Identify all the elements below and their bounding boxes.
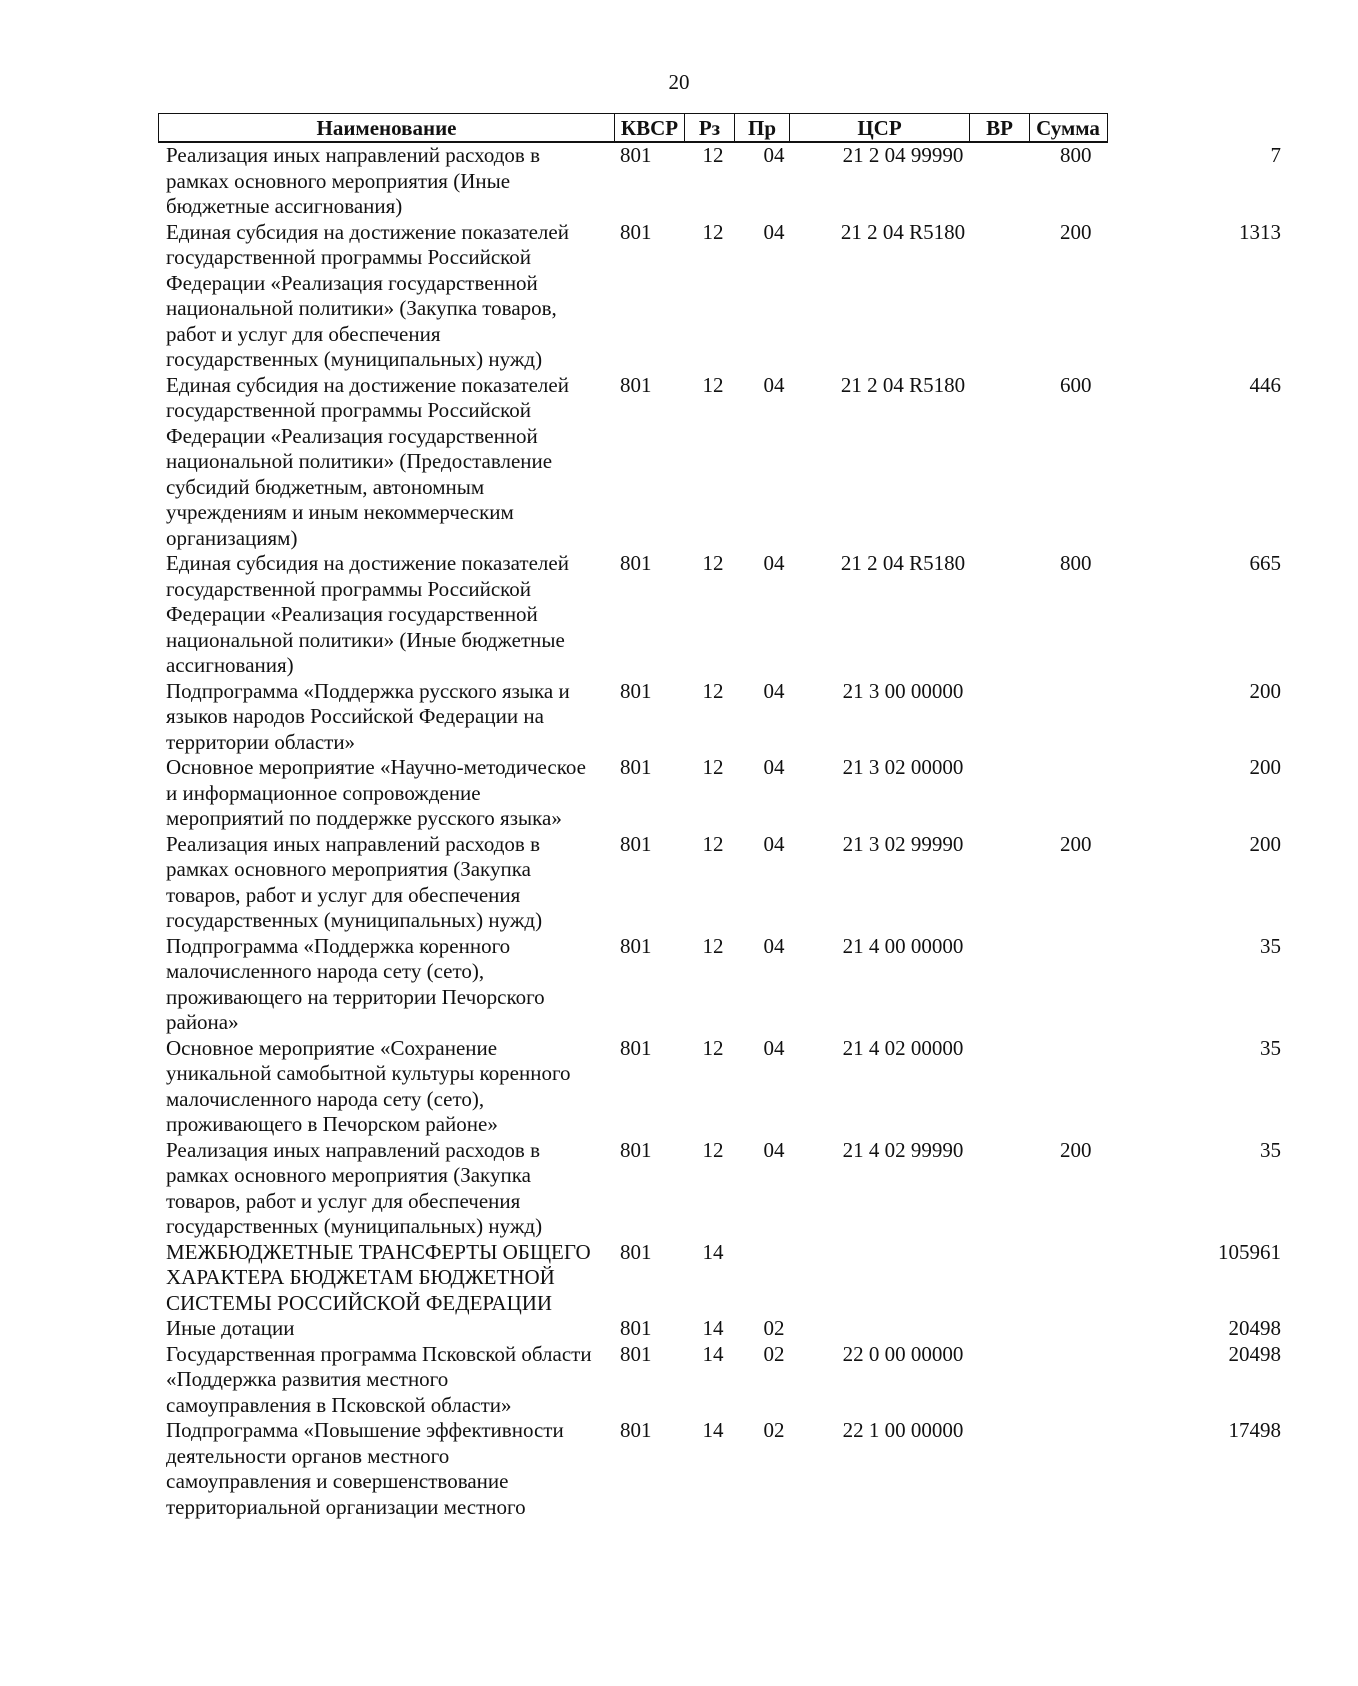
cell-csr: 21 2 04 99990 [842, 143, 964, 167]
cell-name: Реализация иных направлений расходов в рамках основного мероприятия (Иные бюджетные ассигнования) [166, 143, 541, 218]
header-csr: ЦСР [789, 114, 969, 142]
cell-pr: 04 [763, 755, 785, 779]
table-row [158, 1239, 1281, 1317]
table-row [158, 755, 1281, 832]
cell-kvsr: 801 [620, 219, 652, 244]
cell-vr: 800 [1060, 551, 1092, 575]
cell-pr: 04 [763, 219, 785, 244]
table-row [158, 831, 1281, 934]
cell-sum: 1313 [1239, 219, 1281, 244]
table-row [158, 1035, 1281, 1138]
cell-kvsr: 801 [620, 1316, 652, 1340]
table-header [158, 113, 1108, 143]
table-row [158, 933, 1281, 1036]
cell-name: Единая субсидия на достижение показателей государственной программы Российской Федерации «Реализация государственной национальной политики» (Иные бюджетные ассигнования) [166, 551, 569, 677]
table-row [158, 1137, 1281, 1240]
cell-pr: 04 [763, 933, 785, 958]
cell-kvsr: 801 [620, 831, 652, 856]
cell-rz: 12 [702, 372, 724, 397]
table-row [158, 1316, 1281, 1342]
cell-rz: 14 [702, 1418, 724, 1442]
cell-pr: 04 [763, 831, 785, 856]
cell-name: Подпрограмма «Повышение эффективности деятельности органов местного самоуправления и совершенствование территориальной организации местного [166, 1418, 564, 1519]
cell-csr: 21 4 02 00000 [842, 1035, 964, 1060]
cell-name: Подпрограмма «Поддержка русского языка и языков народов Российской Федерации на территории области» [166, 678, 570, 754]
cell-pr: 02 [763, 1316, 785, 1340]
cell-kvsr: 801 [620, 143, 652, 167]
cell-kvsr: 801 [620, 933, 652, 958]
cell-csr: 21 4 00 00000 [842, 933, 964, 958]
cell-pr: 04 [763, 143, 785, 167]
cell-csr: 21 3 02 00000 [842, 755, 964, 779]
budget-table [158, 113, 1281, 1520]
table-row [158, 1341, 1281, 1419]
cell-pr: 04 [763, 551, 785, 575]
cell-sum: 35 [1260, 1035, 1281, 1060]
table-row [158, 143, 1281, 220]
cell-csr: 22 0 00 00000 [842, 1341, 964, 1366]
cell-csr: 21 2 04 R5180 [840, 219, 966, 244]
header-kvsr: КВСР [614, 114, 684, 142]
cell-pr: 02 [763, 1418, 785, 1442]
cell-name: Единая субсидия на достижение показателей государственной программы Российской Федерации «Реализация государственной национальной политики» (Предоставление субсидий бюджетным, автономным учреждениям и иным некоммерческим организациям) [166, 372, 569, 550]
cell-kvsr: 801 [620, 372, 652, 397]
cell-name: Основное мероприятие «Научно-методическое и информационное сопровождение мероприятий по поддержке русского языка» [166, 755, 586, 830]
cell-pr: 04 [763, 678, 785, 703]
table-row [158, 678, 1281, 756]
cell-vr: 600 [1060, 372, 1092, 397]
cell-pr: 04 [763, 1137, 785, 1162]
cell-sum: 20498 [1228, 1316, 1281, 1340]
cell-sum: 200 [1249, 678, 1281, 703]
cell-rz: 12 [702, 678, 724, 703]
cell-csr: 22 1 00 00000 [842, 1418, 964, 1442]
cell-vr: 200 [1060, 219, 1092, 244]
header-pr: Пр [734, 114, 789, 142]
table-row [158, 219, 1281, 373]
cell-name: Подпрограмма «Поддержка коренного малочисленного народа сету (сето), проживающего на территории Печорского района» [166, 933, 545, 1034]
cell-sum: 7 [1270, 143, 1281, 167]
header-vr: ВР [969, 114, 1029, 142]
cell-sum: 35 [1260, 933, 1281, 958]
cell-sum: 35 [1260, 1137, 1281, 1162]
cell-sum: 446 [1249, 372, 1281, 397]
cell-pr: 04 [763, 372, 785, 397]
cell-rz: 14 [702, 1341, 724, 1366]
cell-kvsr: 801 [620, 551, 652, 575]
cell-kvsr: 801 [620, 1341, 652, 1366]
cell-rz: 12 [702, 755, 724, 779]
cell-sum: 20498 [1228, 1341, 1281, 1366]
cell-sum: 200 [1249, 831, 1281, 856]
cell-rz: 12 [702, 551, 724, 575]
header-rz: Рз [684, 114, 734, 142]
cell-rz: 12 [702, 1137, 724, 1162]
cell-rz: 12 [702, 1035, 724, 1060]
cell-name: Единая субсидия на достижение показателей государственной программы Российской Федерации «Реализация государственной национальной политики» (Закупка товаров, работ и услуг для обеспечения государственных (муниципальных) нужд) [166, 219, 569, 371]
cell-vr: 200 [1060, 831, 1092, 856]
cell-sum: 105961 [1218, 1239, 1281, 1264]
cell-csr: 21 3 00 00000 [842, 678, 964, 703]
header-sum: Сумма [1029, 114, 1106, 142]
cell-kvsr: 801 [620, 1418, 652, 1442]
cell-name: Реализация иных направлений расходов в рамках основного мероприятия (Закупка товаров, работ и услуг для обеспечения государственных (муниципальных) нужд) [166, 1137, 543, 1238]
cell-csr: 21 4 02 99990 [842, 1137, 964, 1162]
cell-csr: 21 3 02 99990 [842, 831, 964, 856]
cell-sum: 17498 [1228, 1418, 1281, 1442]
header-name: Наименование [316, 116, 457, 140]
cell-kvsr: 801 [620, 1035, 652, 1060]
table-row [158, 1418, 1281, 1520]
cell-kvsr: 801 [620, 678, 652, 703]
cell-vr: 800 [1060, 143, 1092, 167]
cell-name: Основное мероприятие «Сохранение уникальной самобытной культуры коренного малочисленного народа сету (сето), проживающего в Печорском районе» [166, 1035, 571, 1136]
cell-rz: 12 [702, 219, 724, 244]
table-body [158, 143, 1281, 1520]
cell-kvsr: 801 [620, 755, 652, 779]
cell-rz: 12 [702, 143, 724, 167]
cell-name: МЕЖБЮДЖЕТНЫЕ ТРАНСФЕРТЫ ОБЩЕГО ХАРАКТЕРА БЮДЖЕТАМ БЮДЖЕТНОЙ СИСТЕМЫ РОССИЙСКОЙ ФЕДЕРАЦИИ [166, 1239, 591, 1315]
cell-pr: 04 [763, 1035, 785, 1060]
cell-kvsr: 801 [620, 1137, 652, 1162]
cell-vr: 200 [1060, 1137, 1092, 1162]
cell-rz: 14 [702, 1239, 724, 1264]
cell-sum: 665 [1249, 551, 1281, 575]
cell-rz: 14 [702, 1316, 724, 1340]
cell-name: Государственная программа Псковской области «Поддержка развития местного самоуправления в Псковской области» [166, 1341, 592, 1417]
table-row [158, 372, 1281, 552]
page-number: 20 [668, 70, 690, 94]
cell-name: Реализация иных направлений расходов в рамках основного мероприятия (Закупка товаров, работ и услуг для обеспечения государственных (муниципальных) нужд) [166, 831, 543, 932]
cell-kvsr: 801 [620, 1239, 652, 1264]
cell-csr: 21 2 04 R5180 [840, 551, 966, 575]
cell-sum: 200 [1249, 755, 1281, 779]
cell-rz: 12 [702, 933, 724, 958]
cell-pr: 02 [763, 1341, 785, 1366]
cell-name: Иные дотации [166, 1316, 295, 1340]
cell-rz: 12 [702, 831, 724, 856]
table-row [158, 551, 1281, 679]
cell-csr: 21 2 04 R5180 [840, 372, 966, 397]
